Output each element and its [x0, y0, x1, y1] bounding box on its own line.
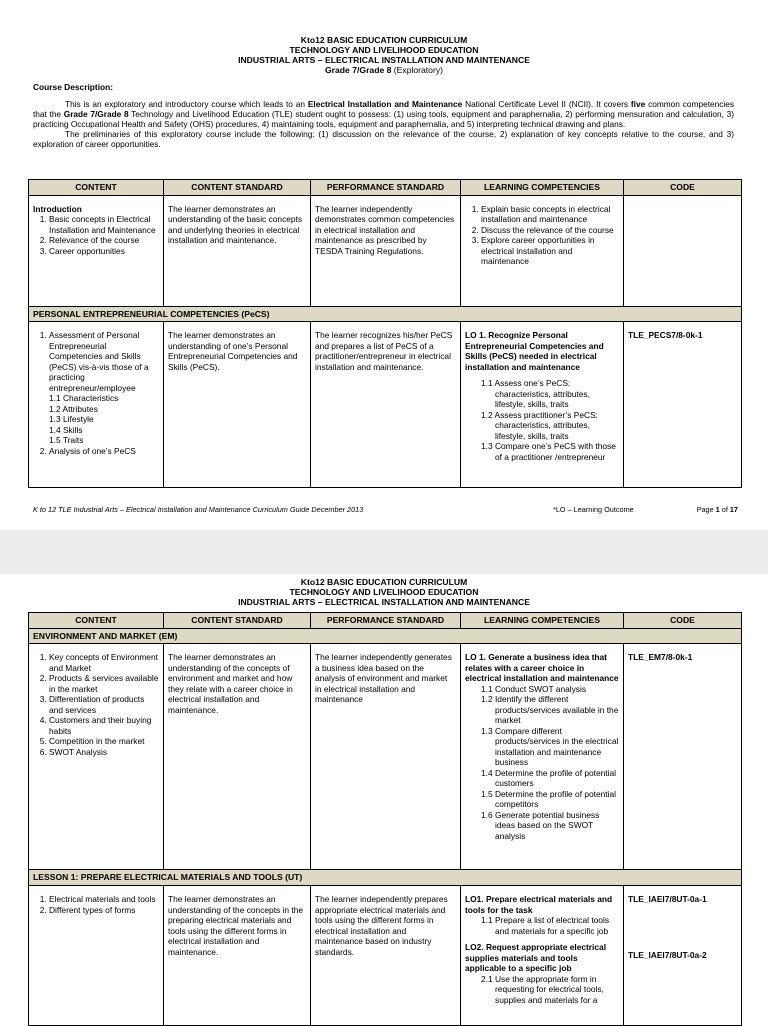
header-line-3: INDUSTRIAL ARTS – ELECTRICAL INSTALLATION AND MAINTENANCE — [238, 597, 530, 608]
list-item: 4. Customers and their buying habits — [49, 715, 159, 736]
col-content-standard-header: CONTENT STANDARD — [164, 613, 311, 629]
table-row — [29, 644, 742, 870]
col-code-header: CODE — [624, 613, 742, 629]
desc-text: National Certificate Level II (NCII). It covers — [462, 99, 631, 110]
lesson1-content-standard: The learner demonstrates an understanding of the concepts in the preparing electrical materials and tools using the different forms in electrical installation and maintenance. — [164, 886, 311, 1026]
document-header — [0, 574, 768, 607]
pecs-content-standard: The learner demonstrates an understanding of one’s Personal Entrepreneurial Competencies and Skills (PeCS). — [164, 322, 311, 488]
list-item-text: Assessment of Personal Entrepreneurial Competencies and Skills (PeCS) vis-à-vis those of a practicing entrepreneur/employee — [49, 330, 149, 393]
col-code-header: CODE — [624, 180, 742, 196]
table-row — [29, 886, 742, 1026]
learning-outcome: LO1. Prepare electrical materials and tools for the task — [465, 894, 613, 915]
list-item: 2. Discuss the relevance of the course — [481, 225, 619, 236]
section-title: ENVIRONMENT AND MARKET (EM) — [29, 628, 742, 644]
header-line-3: INDUSTRIAL ARTS – ELECTRICAL INSTALLATION AND MAINTENANCE — [238, 55, 530, 66]
lesson1-code-cell — [624, 886, 742, 1026]
em-content-standard: The learner demonstrates an understanding of the concepts of environment and market and how they relate with a career choice in electrical installation and maintenance. — [164, 644, 311, 870]
pecs-competencies-cell — [461, 322, 624, 488]
list-item: 1.2 Identify the different products/services available in the market — [481, 694, 619, 726]
em-code: TLE_EM7/8-0k-1 — [624, 644, 742, 870]
lesson1-content-list — [33, 894, 159, 915]
table-header-row — [29, 613, 742, 629]
footer-note: *LO – Learning Outcome — [553, 505, 634, 514]
page-gap — [0, 530, 768, 574]
desc-bold: Electrical Installation and Maintenance — [307, 99, 463, 110]
list-item: 1.4 Determine the profile of potential customers — [481, 767, 617, 789]
table-row — [29, 195, 742, 306]
table-row — [29, 322, 742, 488]
sub-item: 1.5 Traits — [49, 435, 84, 446]
grade-label: Grade 7/Grade 8 — [325, 65, 392, 76]
list-item: 1. Explain basic concepts in electrical installation and maintenance — [481, 204, 619, 225]
section-row-lesson-1 — [29, 870, 742, 886]
col-learning-competencies-header: LEARNING COMPETENCIES — [461, 180, 624, 196]
pecs-code: TLE_PECS7/8-0k-1 — [624, 322, 742, 488]
desc-bold: Grade 7/Grade 8 — [63, 109, 129, 120]
desc-text: common competencies that the — [33, 99, 734, 120]
learning-outcome: LO 1. Recognize Personal Entrepreneurial Competencies and Skills (PeCS) needed in electrical installation and maintenance — [465, 330, 604, 372]
course-description-paragraph-2: The preliminaries of this exploratory course include the following: (1) discussion on the relevance of the course, 2) explanation of key concepts relative to the course, and 3) exploration of career opportunities. — [33, 128, 734, 149]
footer-document-title: K to 12 TLE Industrial Arts – Electrical Installation and Maintenance Curriculum Guide December 2013 — [33, 505, 364, 514]
lesson1-performance-standard: The learner independently prepares appropriate electrical materials and tools using the different forms in electrical installation and maintenance based on industry standards. — [311, 886, 461, 1026]
grade-note: (Exploratory) — [393, 65, 443, 76]
table-header-row — [29, 180, 742, 196]
sub-item: 1.1 Characteristics — [49, 393, 119, 404]
page-prefix: Page — [696, 505, 716, 514]
header-line-2: TECHNOLOGY AND LIVELIHOOD EDUCATION — [289, 587, 479, 598]
list-item: 6. SWOT Analysis — [49, 747, 159, 758]
sub-item: 1.3 Lifestyle — [49, 414, 94, 425]
list-item: 1.5 Determine the profile of potential competitors — [481, 788, 617, 810]
list-item: 1.1 Assess one’s PeCS: characteristics, attributes, lifestyle, skills, traits — [481, 378, 590, 410]
header-line-1: Kto12 BASIC EDUCATION CURRICULUM — [300, 35, 468, 45]
header-line-4 — [0, 65, 768, 75]
lesson1-code-2: TLE_IAEI7/8UT-0a-2 — [628, 949, 707, 960]
intro-competencies-cell — [461, 195, 624, 306]
pecs-performance-standard: The learner recognizes his/her PeCS and prepares a list of PeCS of a practitioner/entrepreneur in electrical installation and maintenance. — [311, 322, 461, 488]
col-learning-competencies-header: LEARNING COMPETENCIES — [461, 613, 624, 629]
sub-item: 1.2 Attributes — [49, 403, 98, 414]
list-item: 2. Different types of forms — [49, 905, 159, 916]
list-item: 2. Analysis of one’s PeCS — [49, 446, 159, 457]
col-content-header: CONTENT — [29, 180, 164, 196]
col-performance-standard-header: PERFORMANCE STANDARD — [311, 180, 461, 196]
list-item: 1.1 Prepare a list of electrical tools and materials for a specific job — [481, 915, 610, 936]
list-item: 2. Products & services available in the market — [49, 673, 159, 694]
col-content-header: CONTENT — [29, 613, 164, 629]
list-item: 1.2 Assess practitioner’s PeCS: characteristics, attributes, lifestyle, skills, traits — [481, 409, 598, 441]
sub-item: 1.4 Skills — [49, 424, 83, 435]
lesson1-content-cell — [29, 886, 164, 1026]
list-item: 1. Electrical materials and tools — [49, 894, 159, 905]
em-content-list — [33, 652, 159, 757]
section-row-em — [29, 628, 742, 644]
page-number — [697, 505, 738, 514]
desc-bold: five — [630, 99, 646, 110]
section-title: LESSON 1: PREPARE ELECTRICAL MATERIALS AND TOOLS (UT) — [29, 870, 742, 886]
page-of: of — [719, 505, 730, 514]
section-title: PERSONAL ENTREPRENEURIAL COMPETENCIES (PeCS) — [29, 306, 742, 322]
curriculum-table-page-2 — [28, 612, 742, 1026]
list-item: 2. Relevance of the course — [49, 235, 159, 246]
desc-text: This is an exploratory and introductory course which leads to an — [65, 99, 308, 110]
header-line-2: TECHNOLOGY AND LIVELIHOOD EDUCATION — [289, 45, 479, 56]
intro-content-standard: The learner demonstrates an understanding of the basic concepts and underlying theories in electrical installation and maintenance. — [164, 195, 311, 306]
list-item: 5. Competition in the market — [49, 736, 159, 747]
col-performance-standard-header: PERFORMANCE STANDARD — [311, 613, 461, 629]
curriculum-table-page-1 — [28, 179, 742, 488]
page-2 — [0, 574, 768, 1024]
header-line-1: Kto12 BASIC EDUCATION CURRICULUM — [300, 577, 468, 587]
list-item: 1.3 Compare one’s PeCS with those of a practitioner /entrepreneur — [481, 441, 616, 462]
col-content-standard-header: CONTENT STANDARD — [164, 180, 311, 196]
list-item: 3. Explore career opportunities in electrical installation and maintenance — [481, 235, 619, 267]
list-item — [49, 330, 159, 446]
list-item: 1.6 Generate potential business ideas based on the SWOT analysis — [481, 809, 600, 841]
em-content-cell — [29, 644, 164, 870]
list-item: 2.1 Use the appropriate form in requesting for electrical tools, supplies and materials for a — [481, 973, 604, 1005]
page-total: 17 — [729, 505, 738, 514]
list-item: 1.3 Compare different products/services in the electrical installation and maintenance business — [481, 725, 619, 768]
em-competencies-cell — [461, 644, 624, 870]
lesson1-code-1: TLE_IAEI7/8UT-0a-1 — [628, 894, 707, 905]
competency-list — [465, 684, 619, 842]
list-item: 1. Basic concepts in Electrical Installation and Maintenance — [49, 214, 159, 235]
learning-outcome: LO2. Request appropriate electrical supplies materials and tools applicable to a specific job — [465, 942, 607, 974]
list-item: 1.1 Conduct SWOT analysis — [481, 683, 587, 694]
em-performance-standard: The learner independently generates a business idea based on the analysis of environment and market in electrical installation and maintenance — [311, 644, 461, 870]
lesson1-competencies-cell — [461, 886, 624, 1026]
learning-outcome: LO 1. Generate a business idea that relates with a career choice in electrical installation and maintenance — [465, 652, 619, 684]
intro-competencies-list — [465, 204, 619, 267]
pecs-content-list — [33, 330, 159, 456]
intro-performance-standard: The learner independently demonstrates common competencies in electrical installation and maintenance as prescribed by TESDA Training Regulations. — [311, 195, 461, 306]
course-description — [33, 100, 734, 150]
competency-list — [465, 378, 619, 462]
intro-title: Introduction — [33, 203, 82, 214]
intro-content-cell — [29, 195, 164, 306]
list-item: 1. Key concepts of Environment and Market — [49, 652, 159, 673]
intro-code-cell — [624, 195, 742, 306]
pecs-content-cell — [29, 322, 164, 488]
course-description-paragraph-1 — [33, 100, 734, 130]
desc-text: Technology and Livelihood Education (TLE) student ought to possess: (1) using tools, equipment and paraphernalia, 2) performing mensuration and calculation, 3) practicing Occupational Health and Safety (OHS) procedures, 4) maintaining tools, equipment and paraphernalia, and 5) interpreting technical drawing and plans. — [33, 109, 735, 129]
document-header — [0, 0, 768, 76]
course-description-title: Course Description: — [33, 81, 114, 92]
intro-content-list — [33, 214, 159, 256]
list-item: 3. Differentiation of products and services — [49, 694, 159, 715]
section-row-pecs — [29, 306, 742, 322]
list-item: 3. Career opportunities — [49, 246, 159, 257]
page-current: 1 — [715, 505, 720, 514]
